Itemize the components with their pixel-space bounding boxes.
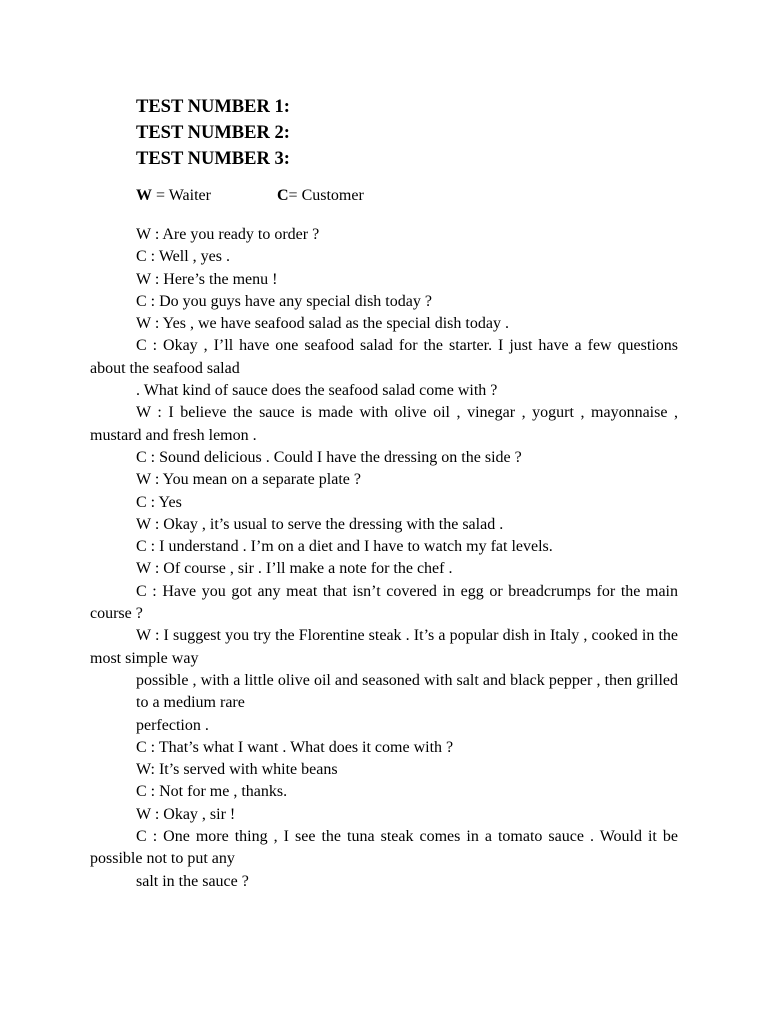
- dialogue-line: perfection .: [136, 716, 209, 734]
- dialogue-line: C : I understand . I’m on a diet and I have to watch my fat levels.: [136, 538, 553, 556]
- dialogue-line: W : Are you ready to order ?: [136, 226, 320, 243]
- dialogue-line: C : Have you got any meat that isn’t covered in egg or breadcrumps for the main course ?: [90, 582, 678, 623]
- dialogue-line: W : Okay , sir !: [136, 805, 236, 823]
- test-number-1-heading: TEST NUMBER 1:: [136, 97, 290, 117]
- dialogue-line: C : That’s what I want . What does it come with ?: [136, 738, 454, 756]
- dialogue-line: C : Do you guys have any special dish today ?: [136, 292, 432, 310]
- customer-label: = Customer: [288, 187, 364, 204]
- dialogue-line: possible , with a little olive oil and seasoned with salt and black pepper , then grilled to a medium rare: [136, 671, 678, 712]
- dialogue-line: C : Yes: [136, 493, 182, 511]
- dialogue-line: W: It’s served with white beans: [136, 761, 338, 779]
- speaker-legend: [136, 185, 364, 207]
- dialogue-line: C : Okay , I’ll have one seafood salad for the starter. I just have a few questions about the seafood salad: [90, 337, 678, 377]
- dialogue-line: W : I suggest you try the Florentine steak . It’s a popular dish in Italy , cooked in the most simple way: [90, 627, 678, 667]
- dialogue-line: W : I believe the sauce is made with olive oil , vinegar , yogurt , mayonnaise , mustard and fresh lemon .: [90, 404, 678, 444]
- dialogue-line: W : Okay , it’s usual to serve the dressing with the salad .: [136, 515, 504, 533]
- dialogue-line: salt in the sauce ?: [136, 872, 249, 890]
- dialogue-line: C : Well , yes .: [136, 248, 230, 266]
- dialogue-line: C : Not for me , thanks.: [136, 783, 288, 801]
- dialogue-line: C : Sound delicious . Could I have the dressing on the side ?: [136, 448, 522, 466]
- dialogue-line: W : Yes , we have seafood salad as the special dish today .: [136, 315, 509, 333]
- waiter-label: = Waiter: [152, 187, 211, 204]
- dialogue: [90, 224, 678, 893]
- dialogue-line: W : You mean on a separate plate ?: [136, 471, 361, 489]
- test-headings: [136, 94, 290, 172]
- dialogue-line: C : One more thing , I see the tuna steak comes in a tomato sauce . Would it be possible not to put any: [90, 828, 678, 868]
- dialogue-line: W : Here’s the menu !: [136, 270, 278, 288]
- waiter-key: W: [136, 187, 152, 204]
- test-number-3-heading: TEST NUMBER 3:: [136, 149, 290, 169]
- dialogue-line: W : Of course , sir . I’ll make a note for the chef .: [136, 560, 453, 578]
- dialogue-line: . What kind of sauce does the seafood salad come with ?: [136, 382, 498, 400]
- customer-key: C: [276, 187, 289, 204]
- test-number-2-heading: TEST NUMBER 2:: [136, 123, 290, 143]
